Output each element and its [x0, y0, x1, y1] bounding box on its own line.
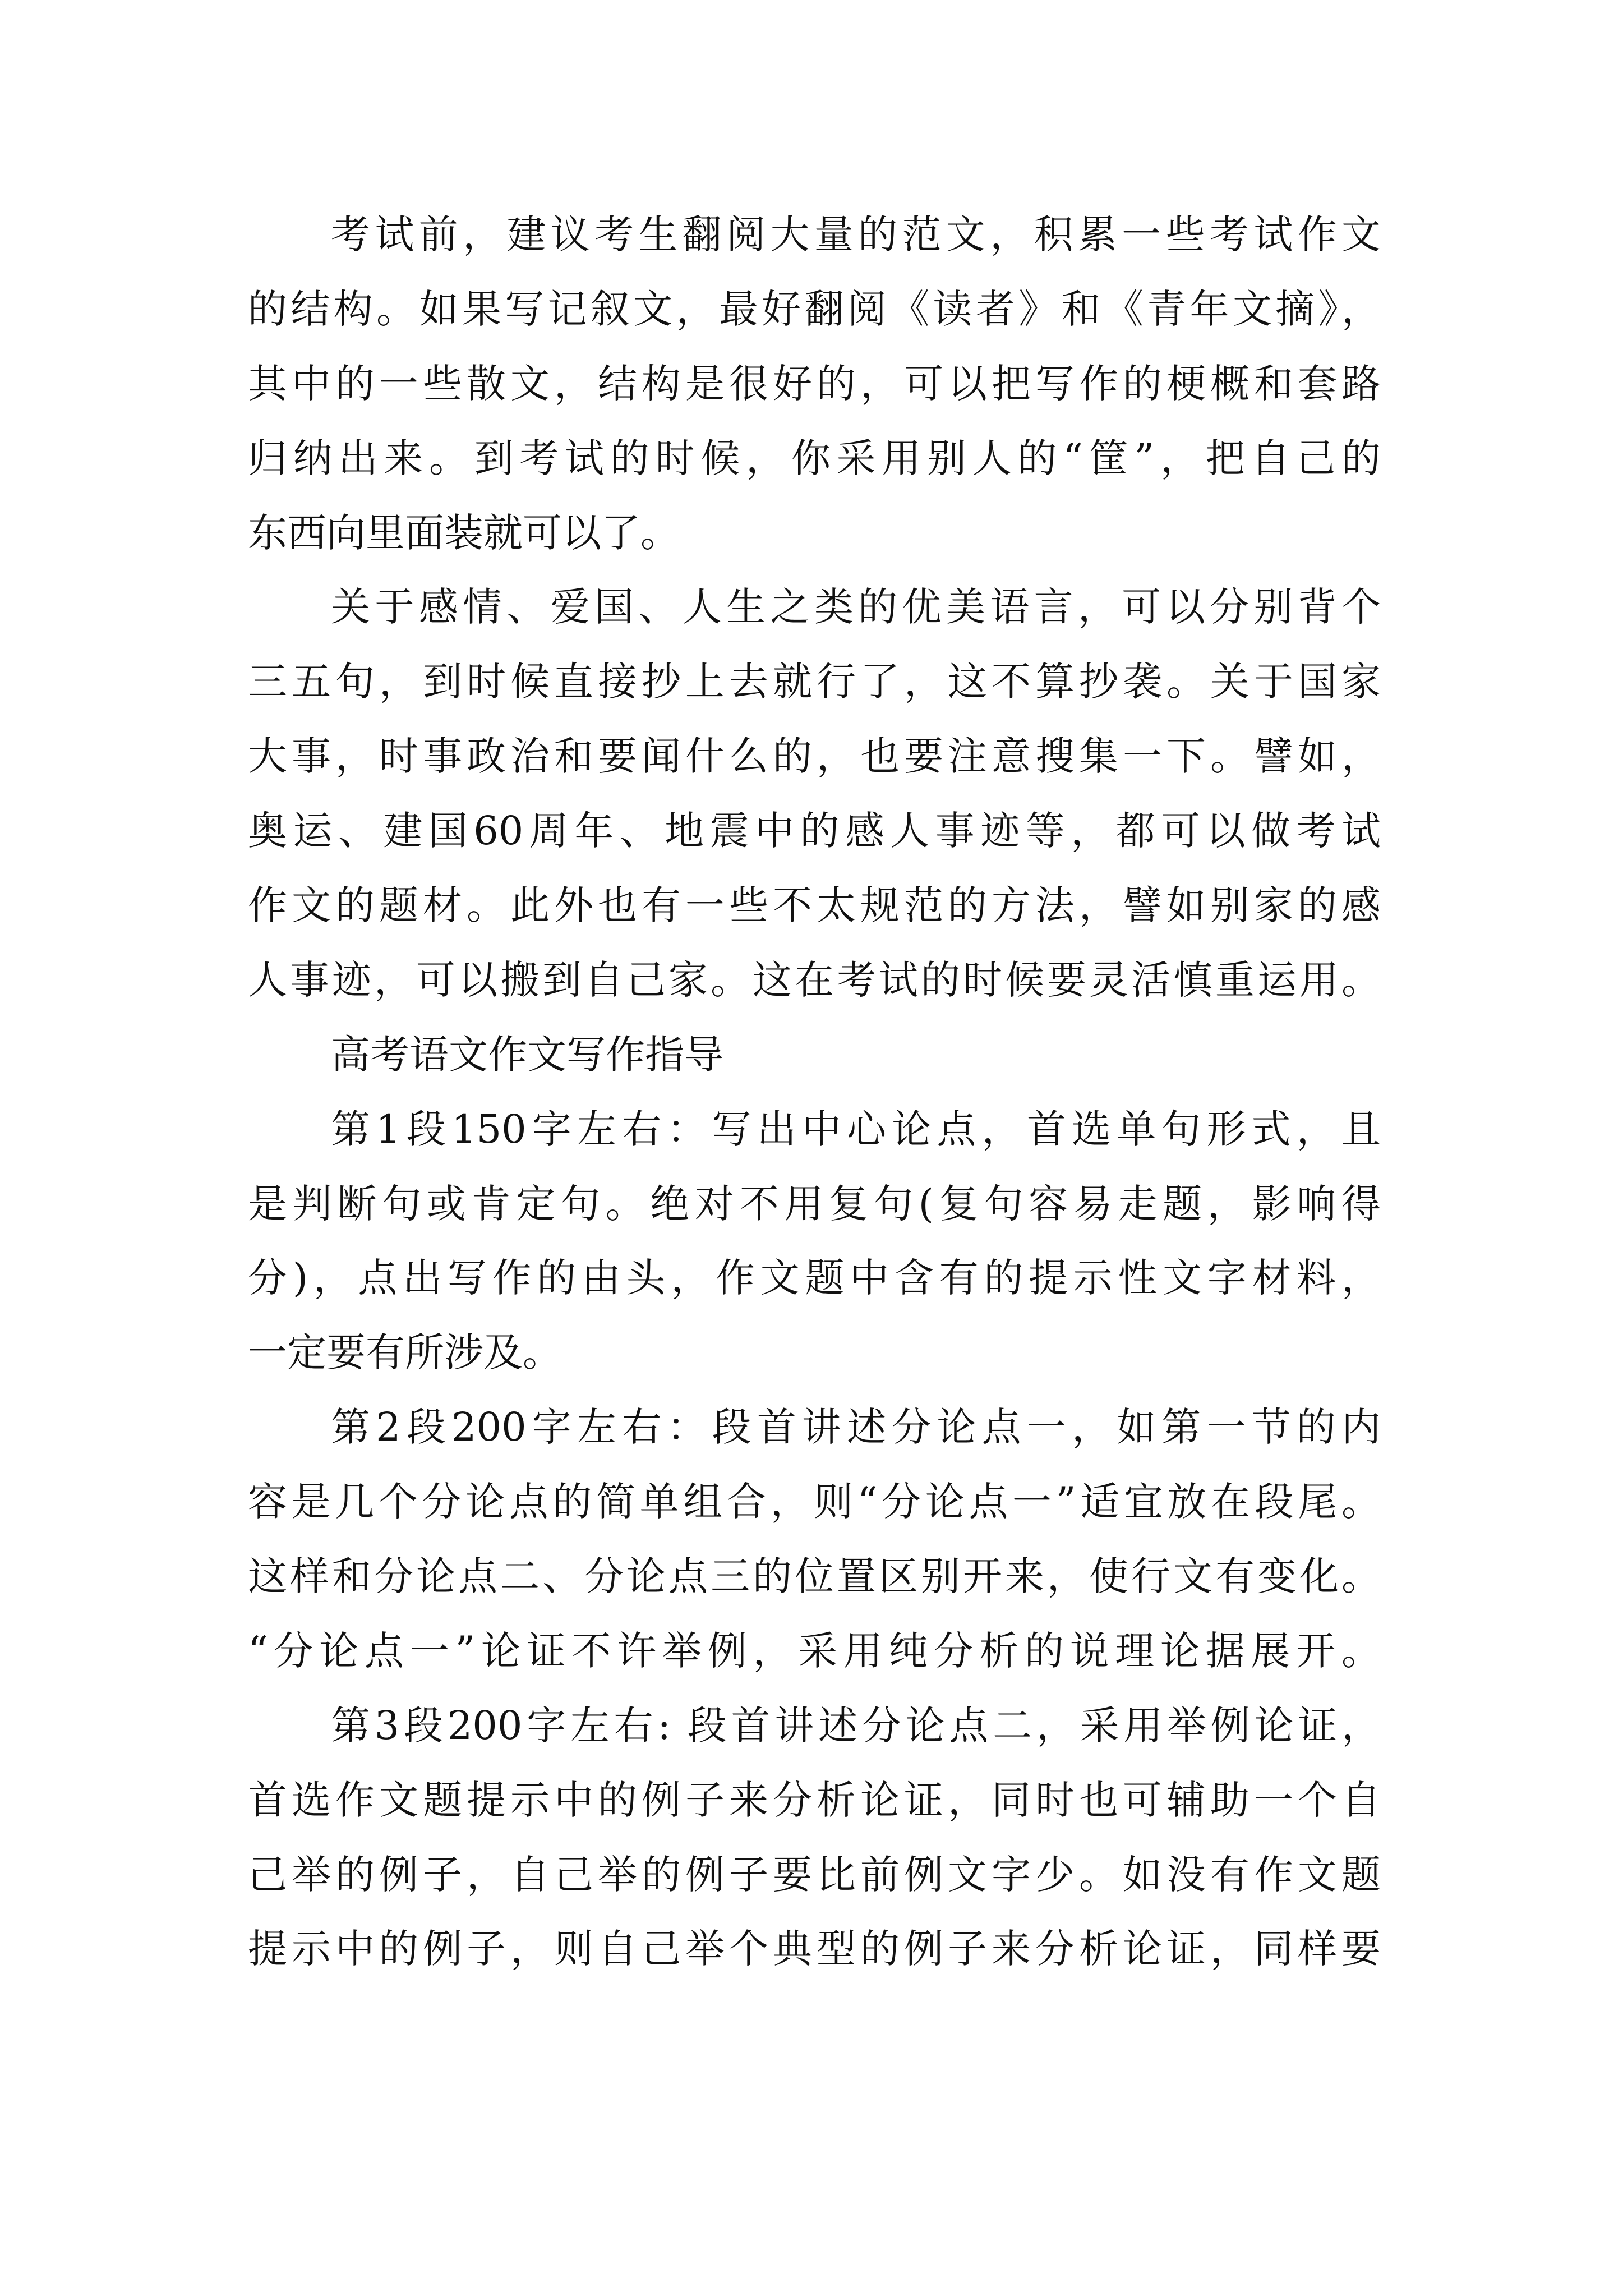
text-line: 容是几个分论点的简单组合，则“分论点一”适宜放在段尾。	[248, 1479, 1381, 1525]
text-line: 人事迹，可以搬到自己家。这在考试的时候要灵活慎重运用。	[248, 956, 1381, 1003]
text-line: “分论点一”论证不许举例，采用纯分析的说理论据展开。	[248, 1627, 1381, 1674]
text-line: 大事，时事政治和要闻什么的，也要注意搜集一下。譬如，	[248, 733, 1381, 780]
text-line: 作文的题材。此外也有一些不太规范的方法，譬如别家的感	[248, 882, 1381, 929]
text-line: 其中的一些散文，结构是很好的，可以把写作的梗概和套路	[248, 360, 1381, 407]
text-line: 分)，点出写作的由头，作文题中含有的提示性文字材料，	[248, 1255, 1381, 1301]
text-line: 第1段150字左右：写出中心论点，首选单句形式，且	[331, 1106, 1381, 1152]
text-line: 高考语文作文写作指导	[331, 1031, 723, 1078]
text-line: 归纳出来。到考试的时候，你采用别人的“筐”，把自己的	[248, 435, 1381, 481]
text-line: 关于感情、爱国、人生之类的优美语言，可以分别背个	[331, 584, 1381, 631]
text-line: 考试前，建议考生翻阅大量的范文，积累一些考试作文	[331, 211, 1381, 257]
text-line: 奥运、建国60周年、地震中的感人事迹等，都可以做考试	[248, 808, 1381, 854]
text-line: 首选作文题提示中的例子来分析论证，同时也可辅助一个自	[248, 1777, 1381, 1823]
text-line: 三五句，到时候直接抄上去就行了，这不算抄袭。关于国家	[248, 659, 1381, 705]
text-line: 东西向里面装就可以了。	[248, 509, 680, 556]
text-line: 第3段200字左右: 段首讲述分论点二，采用举例论证，	[331, 1702, 1381, 1749]
document-body	[248, 197, 1381, 1986]
text-line: 己举的例子，自己举的例子要比前例文字少。如没有作文题	[248, 1851, 1381, 1898]
text-line: 这样和分论点二、分论点三的位置区别开来，使行文有变化。	[248, 1553, 1381, 1600]
text-line: 第2段200字左右：段首讲述分论点一，如第一节的内	[331, 1404, 1381, 1451]
text-line: 提示中的例子，则自己举个典型的例子来分析论证，同样要	[248, 1926, 1381, 1972]
text-line: 是判断句或肯定句。绝对不用复句(复句容易走题，影响得	[248, 1180, 1381, 1227]
text-line: 的结构。如果写记叙文，最好翻阅《读者》和《青年文摘》，	[248, 286, 1381, 332]
text-line: 一定要有所涉及。	[248, 1329, 562, 1376]
